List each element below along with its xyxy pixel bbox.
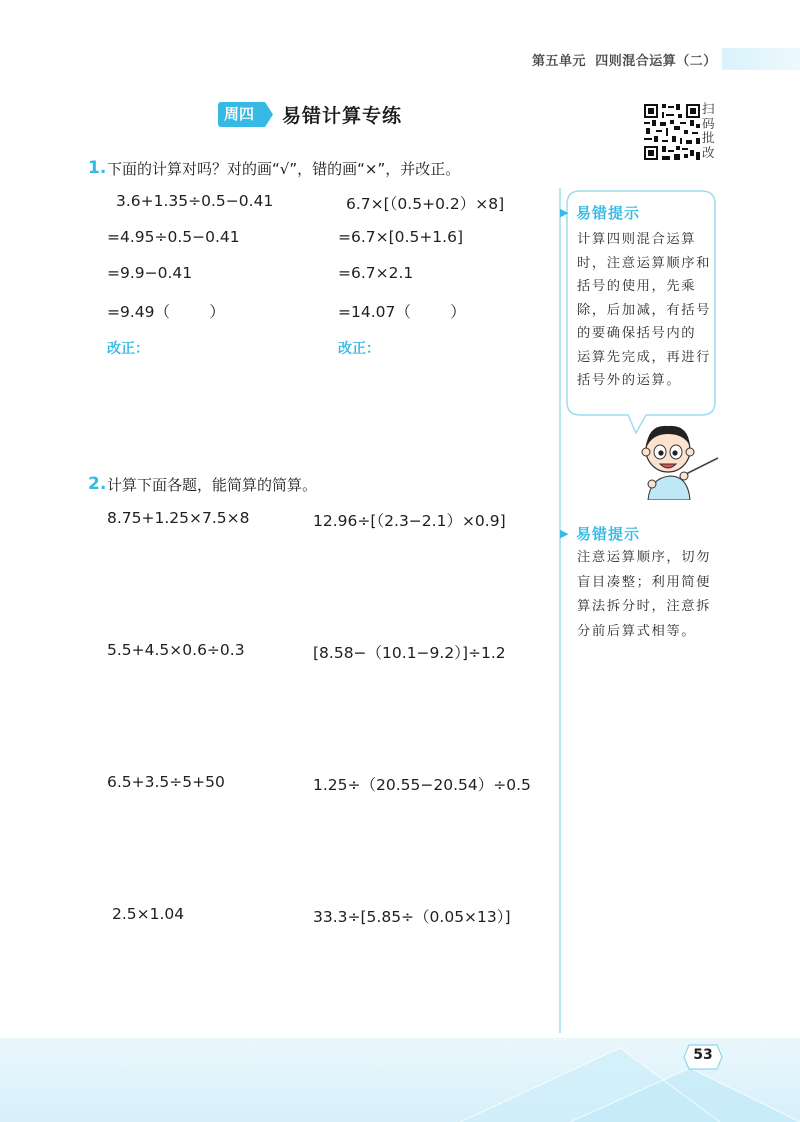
cartoon-teacher-icon <box>634 420 720 500</box>
q1-left-line: 3.6+1.35÷0.5−0.41 <box>116 192 274 210</box>
q2-expression: 1.25÷（20.55−20.54）÷0.5 <box>313 776 531 794</box>
q2-expression: 2.5×1.04 <box>112 905 185 923</box>
tip-1-title: 易错提示 <box>576 204 641 222</box>
page-number: 53 <box>693 1047 713 1063</box>
question-2-text: 计算下面各题，能简算的简算。 <box>107 476 318 494</box>
header-band <box>722 48 800 70</box>
q2-expression: 6.5+3.5÷5+50 <box>107 773 225 791</box>
qr-label-char: 码 <box>702 115 715 131</box>
tip-1-line: 运算先完成，再进行 <box>577 349 712 365</box>
question-2-number: 2. <box>88 474 107 494</box>
q2-expression: 8.75+1.25×7.5×8 <box>107 509 250 527</box>
q1-right-line: =6.7×2.1 <box>338 264 414 282</box>
running-header <box>532 50 717 69</box>
tip-1-line: 除，后加减，有括号 <box>577 302 712 318</box>
tip-1-line: 括号外的运算。 <box>577 373 682 388</box>
tip-2-line: 算法拆分时，注意拆 <box>577 599 712 614</box>
q1-left-correction-label: 改正： <box>107 341 149 357</box>
question-1-text: 下面的计算对吗？对的画“√”，错的画“×”，并改正。 <box>107 160 461 178</box>
column-divider <box>559 188 561 1033</box>
q1-right-correction-label: 改正： <box>338 341 380 357</box>
tip-1-line: 的要确保括号内的 <box>577 326 697 341</box>
qr-label-char: 扫 <box>702 101 715 116</box>
title-badge: 周四 <box>218 102 260 127</box>
q1-right-line: 6.7×[（0.5+0.2）×8] <box>346 195 505 213</box>
q2-expression: [8.58−（10.1−9.2）]÷1.2 <box>313 644 506 662</box>
tip-1-line: 时，注意运算顺序和 <box>577 255 712 271</box>
tip-2-line: 盲目凑整；利用简便 <box>577 574 712 590</box>
q1-left-line: =9.9−0.41 <box>107 264 193 282</box>
tip-2-line: 注意运算顺序，切勿 <box>577 550 712 565</box>
q1-right-answer-line[interactable]: =14.07（ ） <box>338 303 466 321</box>
tip-2-arrow-icon: ▶ <box>560 527 569 540</box>
q2-expression: 5.5+4.5×0.6÷0.3 <box>107 641 245 659</box>
header-section: 四则混合运算（二） <box>595 54 717 69</box>
question-1-number: 1. <box>88 158 107 178</box>
tip-2-line: 分前后算式相等。 <box>577 623 697 639</box>
q2-expression: 12.96÷[（2.3−2.1）×0.9] <box>313 512 506 530</box>
tip-1-arrow-icon: ▶ <box>560 206 569 219</box>
q2-expression: 33.3÷[5.85÷（0.05×13）] <box>313 908 511 926</box>
qr-label-char: 批 <box>702 130 715 145</box>
page-title: 易错计算专练 <box>282 105 403 127</box>
tip-1-line: 计算四则混合运算 <box>577 232 697 247</box>
q1-left-answer-line[interactable]: =9.49（ ） <box>107 303 225 321</box>
title-badge-arrow <box>259 102 273 127</box>
tip-2-title: 易错提示 <box>576 525 641 543</box>
qr-label-char: 改 <box>702 144 715 160</box>
tip-2-body <box>577 546 717 644</box>
qr-code-icon[interactable] <box>644 104 700 160</box>
footer-decoration <box>420 1028 800 1122</box>
qr-label <box>702 102 716 160</box>
q1-left-line: =4.95÷0.5−0.41 <box>107 228 240 246</box>
header-unit: 第五单元 <box>532 54 587 69</box>
tip-1-body <box>577 228 713 393</box>
tip-1-line: 括号的使用，先乘 <box>577 279 697 294</box>
q1-right-line: =6.7×[0.5+1.6] <box>338 228 464 246</box>
